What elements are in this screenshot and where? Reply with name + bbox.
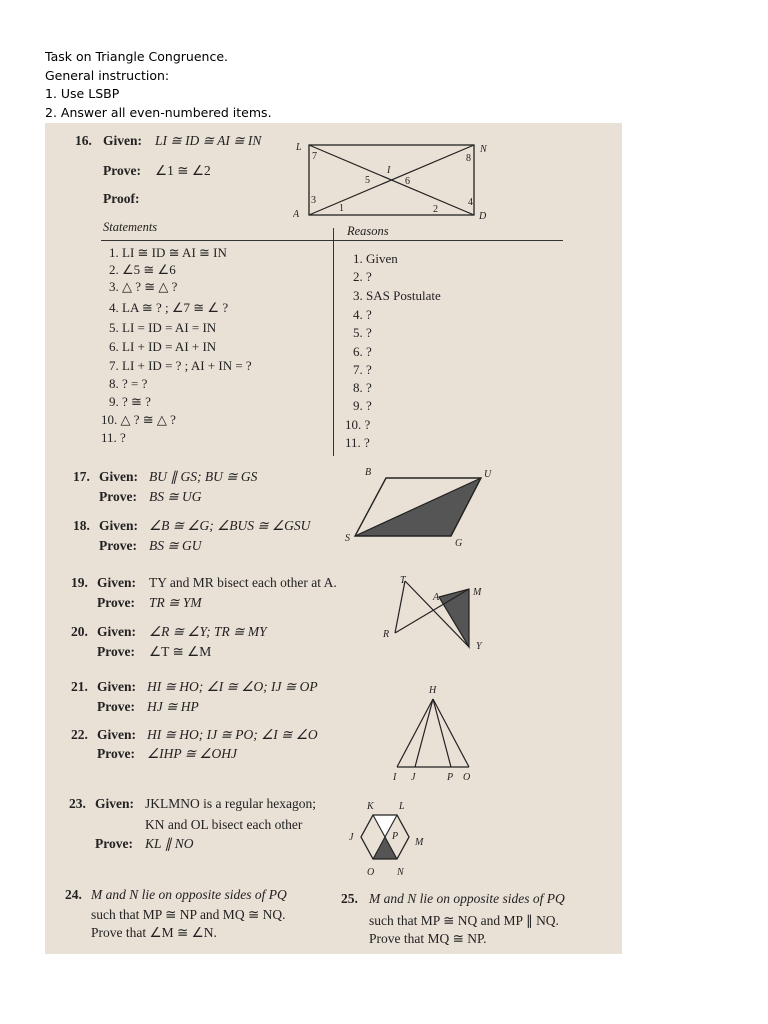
label-U: U [484,469,492,480]
label-L: L [296,142,302,153]
problem-17-number: 17. [73,469,90,484]
angle-7: 7 [312,151,317,162]
reason-8: 8. ? [353,380,372,395]
label-J-23: J [349,832,354,843]
problem-22-prove-label: Prove: [97,746,135,761]
reason-7: 7. ? [353,362,372,377]
label-B: B [365,467,372,478]
problem-21-given: HI ≅ HO; ∠I ≅ ∠O; IJ ≅ OP [147,679,318,694]
problem-17-prove-label: Prove: [99,489,137,504]
label-P-23: P [392,831,399,842]
problem-16-given: LI ≅ ID ≅ AI ≅ IN [155,133,262,148]
label-A-19: A [433,592,440,603]
problem-20-given-label: Given: [97,624,136,639]
instructions [45,48,272,122]
problem-21-prove-label: Prove: [97,699,135,714]
problem-18-prove-label: Prove: [99,538,137,553]
statements-header: Statements [103,220,158,234]
problem-24-line-1: M and N lie on opposite sides of PQ [91,887,287,902]
problem-16-given-label: Given: [103,133,142,148]
statement-10: 10. △ ? ≅ △ ? [101,412,176,427]
problem-20-number: 20. [71,624,88,639]
problem-19-prove: TR ≅ YM [149,595,202,610]
statement-3: 3. △ ? ≅ △ ? [109,279,178,294]
figure-23 [341,797,441,881]
label-T: T [400,575,406,586]
label-I: I [387,165,391,176]
reason-5: 5. ? [353,325,372,340]
problem-22-number: 22. [71,727,88,742]
reason-10: 10. ? [345,417,371,432]
problem-16-proof-label: Proof: [103,191,140,206]
label-O-21: O [463,772,471,783]
problem-16-prove: ∠1 ≅ ∠2 [155,163,211,178]
problem-24-line-3: Prove that ∠M ≅ ∠N. [91,925,217,940]
statement-4: 4. LA ≅ ? ; ∠7 ≅ ∠ ? [109,300,229,315]
reason-11: 11. ? [345,435,370,450]
figure-21-22 [385,681,485,783]
problem-23-given-line-2: KN and OL bisect each other [145,817,303,832]
reason-3: 3. SAS Postulate [353,288,441,303]
general-instruction-label: General instruction: [45,67,170,83]
angle-3: 3 [311,195,316,206]
problem-23-prove-label: Prove: [95,836,133,851]
problem-18-prove: BS ≅ GU [149,538,202,553]
problem-19-number: 19. [71,575,88,590]
problem-22-given: HI ≅ HO; IJ ≅ PO; ∠I ≅ ∠O [147,727,318,742]
problem-17-prove: BS ≅ UG [149,489,202,504]
label-R: R [383,629,390,640]
table-rule [101,240,563,241]
problem-19-given: TY and MR bisect each other at A. [149,575,337,590]
problem-19-prove-label: Prove: [97,595,135,610]
figure-16 [293,137,493,222]
problem-25-line-3: Prove that MQ ≅ NP. [369,931,487,946]
angle-8: 8 [466,153,471,164]
problem-24-line-2: such that MP ≅ NP and MQ ≅ NQ. [91,907,286,922]
angle-4: 4 [468,197,473,208]
label-J-21: J [411,772,416,783]
problem-23-prove: KL ∥ NO [145,836,194,851]
reason-4: 4. ? [353,307,372,322]
angle-6: 6 [405,176,410,187]
problem-18-given-label: Given: [99,518,138,533]
reason-6: 6. ? [353,344,372,359]
problem-19-given-label: Given: [97,575,136,590]
reason-1: 1. Given [353,251,398,266]
label-O-23: O [367,867,375,878]
problem-25-line-2: such that MP ≅ NQ and MP ∥ NQ. [369,913,559,928]
reasons-header: Reasons [347,224,389,238]
statement-8: 8. ? = ? [109,376,148,391]
problem-16-number: 16. [75,133,92,148]
figure-19-20 [375,573,495,653]
problem-25-line-1: M and N lie on opposite sides of PQ [369,891,565,906]
instruction-item-2: 2. Answer all even-numbered items. [45,104,272,120]
statement-7: 7. LI + ID = ? ; AI + IN = ? [109,358,252,373]
statement-6: 6. LI + ID = AI + IN [109,339,217,354]
statement-11: 11. ? [101,430,126,445]
problem-21-prove: HJ ≅ HP [147,699,199,714]
label-N: N [480,144,487,155]
instruction-item-1: 1. Use LSBP [45,86,120,101]
reason-9: 9. ? [353,398,372,413]
label-I-21: I [393,772,397,783]
label-S: S [345,533,350,544]
statement-9: 9. ? ≅ ? [109,394,151,409]
label-G: G [455,538,463,546]
problem-23-number: 23. [69,796,86,811]
problem-18-given: ∠B ≅ ∠G; ∠BUS ≅ ∠GSU [149,518,311,533]
label-Y: Y [476,641,482,652]
problem-22-prove: ∠IHP ≅ ∠OHJ [147,746,238,761]
task-title: Task on Triangle Congruence. [45,49,229,64]
label-A: A [293,209,300,220]
problem-18-number: 18. [73,518,90,533]
label-D: D [479,211,487,222]
problem-24-number: 24. [65,887,82,902]
angle-2: 2 [433,204,438,215]
problem-17-given-label: Given: [99,469,138,484]
label-L-23: L [399,801,405,812]
statement-2: 2. ∠5 ≅ ∠6 [109,262,176,277]
problem-20-prove-label: Prove: [97,644,135,659]
problem-25-number: 25. [341,891,358,906]
label-M-19: M [473,587,482,598]
figure-17-18 [341,466,501,546]
angle-5: 5 [365,175,370,186]
table-divider [333,228,334,456]
statement-1: 1. LI ≅ ID ≅ AI ≅ IN [109,245,227,260]
label-P-21: P [447,772,454,783]
problem-17-given: BU ∥ GS; BU ≅ GS [149,469,258,484]
reason-2: 2. ? [353,269,372,284]
problem-21-given-label: Given: [97,679,136,694]
problem-16-prove-label: Prove: [103,163,141,178]
problem-23-given-line-1: JKLMNO is a regular hexagon; [145,796,316,811]
problem-20-given: ∠R ≅ ∠Y; TR ≅ MY [149,624,267,639]
problem-23-given-label: Given: [95,796,134,811]
label-N-23: N [397,867,404,878]
problem-22-given-label: Given: [97,727,136,742]
label-K: K [367,801,374,812]
worksheet-scan [45,123,622,954]
problem-21-number: 21. [71,679,88,694]
problem-20-prove: ∠T ≅ ∠M [149,644,212,659]
label-H: H [429,685,437,696]
statement-5: 5. LI = ID = AI = IN [109,320,217,335]
angle-1: 1 [339,203,344,214]
label-M-23: M [415,837,424,848]
